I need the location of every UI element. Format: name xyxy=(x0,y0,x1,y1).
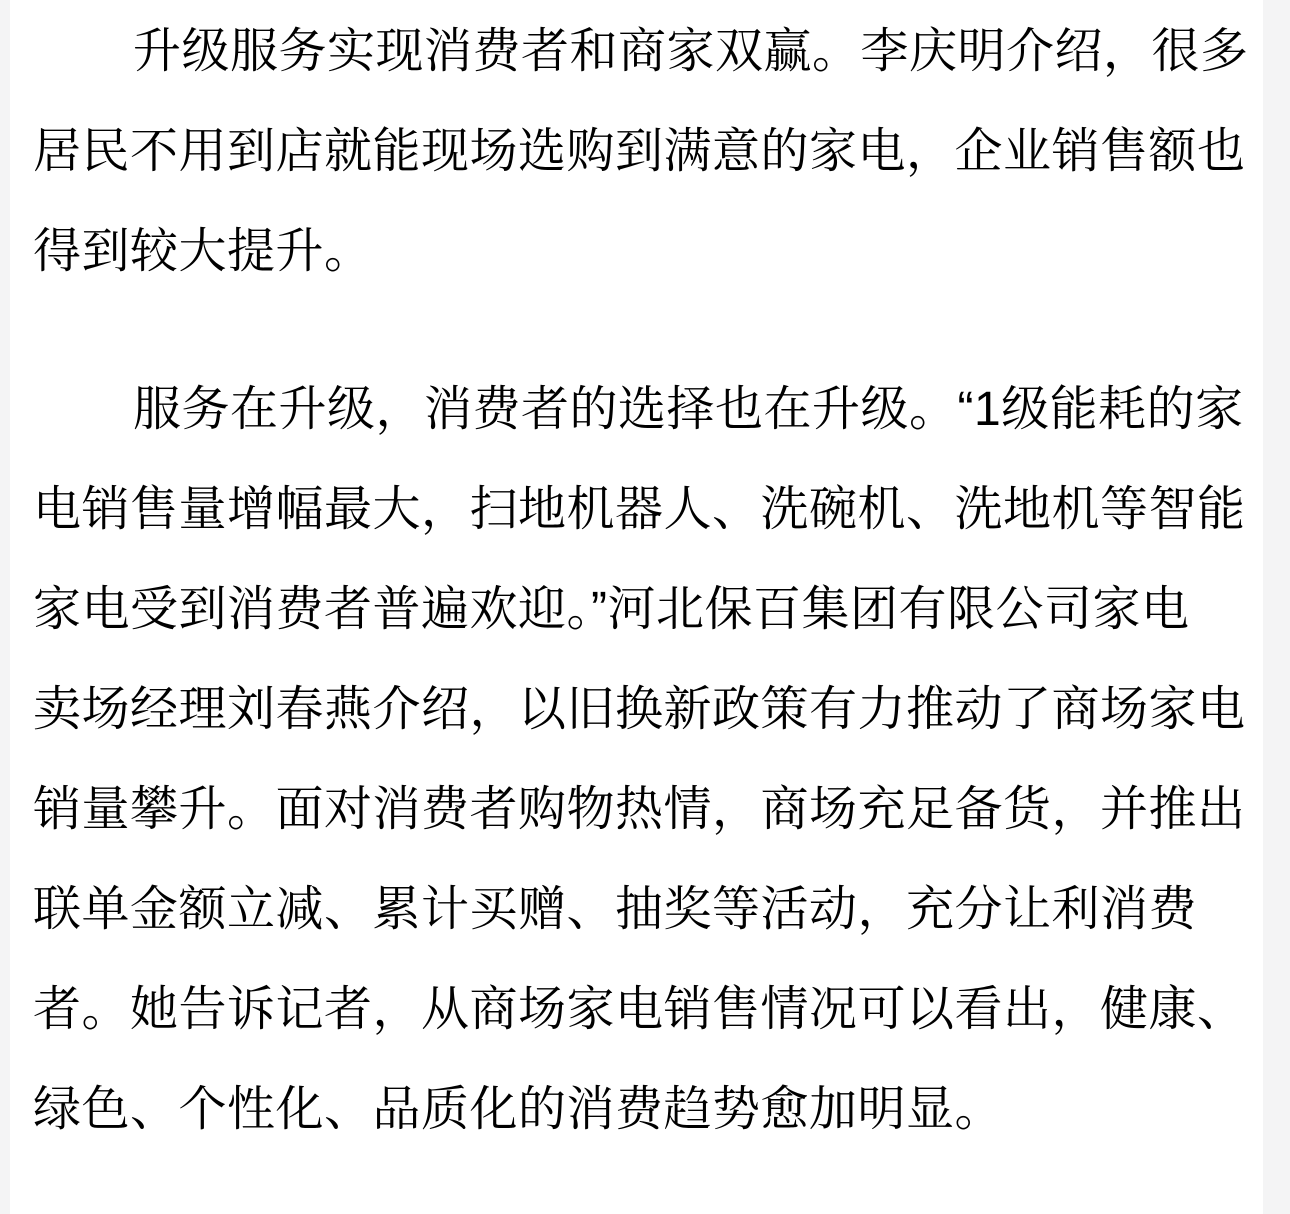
text-line: 家电受到消费者普遍欢迎。”河北保百集团有限公司家电 xyxy=(33,583,1190,636)
left-gutter xyxy=(0,0,10,1214)
paragraph-1 xyxy=(33,2,1249,302)
text-line: 者。她告诉记者，从商场家电销售情况可以看出，健康、 xyxy=(33,983,1246,1036)
paragraph-2 xyxy=(33,360,1246,1160)
text-line: 升级服务实现消费者和商家双赢。李庆明介绍，很多 xyxy=(133,25,1249,78)
text-line: 居民不用到店就能现场选购到满意的家电，企业销售额也 xyxy=(33,125,1246,178)
text-line: 电销售量增幅最大，扫地机器人、洗碗机、洗地机等智能 xyxy=(33,483,1246,536)
text-line: 卖场经理刘春燕介绍，以旧换新政策有力推动了商场家电 xyxy=(33,683,1246,736)
text-line: 服务在升级，消费者的选择也在升级。“1级能耗的家 xyxy=(133,383,1244,436)
text-line: 联单金额立减、累计买赠、抽奖等活动，充分让利消费 xyxy=(33,883,1198,936)
text-line: 得到较大提升。 xyxy=(33,225,373,278)
text-line: 销量攀升。面对消费者购物热情，商场充足备货，并推出 xyxy=(33,783,1246,836)
article-body xyxy=(33,2,1249,1160)
right-gutter xyxy=(1263,0,1290,1214)
text-line: 绿色、个性化、品质化的消费趋势愈加明显。 xyxy=(33,1083,1004,1136)
